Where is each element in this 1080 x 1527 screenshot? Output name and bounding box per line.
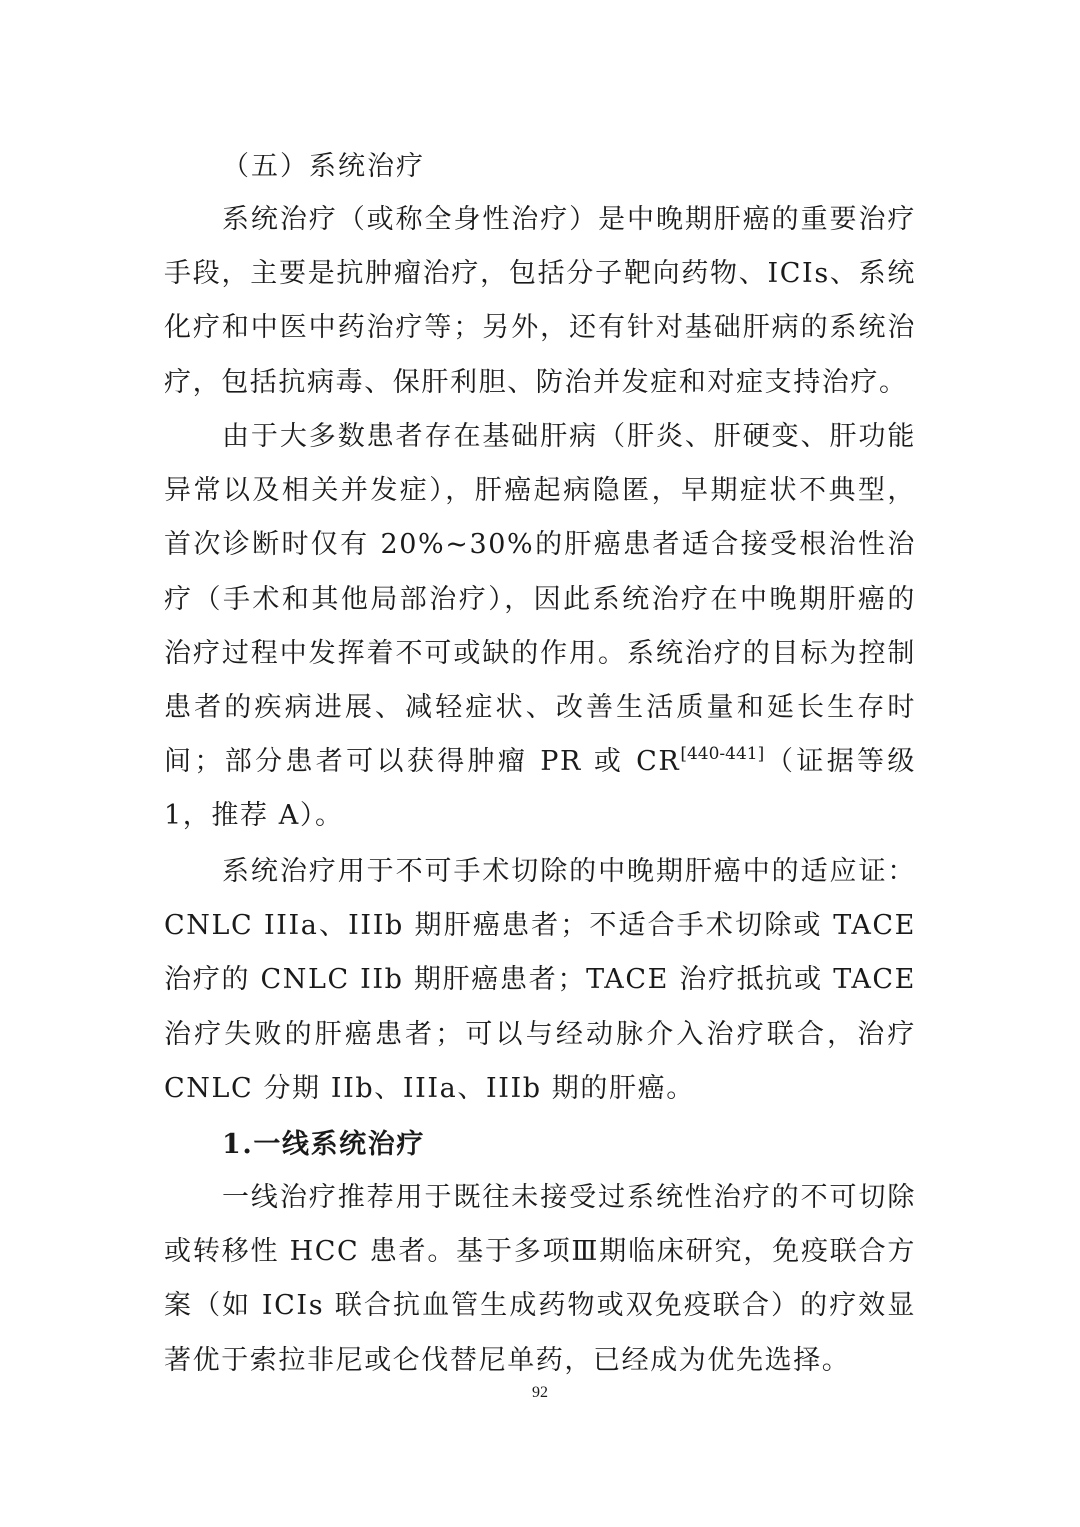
page-number: 92	[532, 1384, 548, 1401]
section-heading: （五）系统治疗	[222, 151, 425, 182]
paragraph-rationale	[164, 410, 916, 844]
citation-reference: [440-441]	[680, 744, 765, 765]
paragraph-indications: 系统治疗用于不可手术切除的中晚期肝癌中的适应证：CNLC IIIa、IIIb 期肝癌患者；不适合手术切除或 TACE 治疗的 CNLC IIb 期肝癌患者；TACE 治疗抵抗或 TACE 治疗失败的肝癌患者；可以与经动脉介入治疗联合，治疗 CNLC 分期 IIb、IIIa、IIIb 期的肝癌。	[164, 856, 916, 1104]
subsection-heading: 1.一线系统治疗	[222, 1129, 425, 1160]
paragraph-overview: 系统治疗（或称全身性治疗）是中晚期肝癌的重要治疗手段，主要是抗肿瘤治疗，包括分子靶向药物、ICIs、系统化疗和中医中药治疗等；另外，还有针对基础肝病的系统治疗，包括抗病毒、保肝利胆、防治并发症和对症支持治疗。	[164, 204, 916, 398]
paragraph-rationale-text: 由于大多数患者存在基础肝病（肝炎、肝硬变、肝功能异常以及相关并发症），肝癌起病隐匿，早期症状不典型，首次诊断时仅有 20%~30%的肝癌患者适合接受根治性治疗（手术和其他局部治疗），因此系统治疗在中晚期肝癌的治疗过程中发挥着不可或缺的作用。系统治疗的目标为控制患者的疾病进展、减轻症状、改善生活质量和延长生存时间；部分患者可以获得肿瘤 PR 或 CR	[164, 421, 916, 778]
paragraph-first-line: 一线治疗推荐用于既往未接受过系统性治疗的不可切除或转移性 HCC 患者。基于多项Ⅲ期临床研究，免疫联合方案（如 ICIs 联合抗血管生成药物或双免疫联合）的疗效显著优于索拉非尼或仑伐替尼单药，已经成为优先选择。	[164, 1182, 916, 1376]
evidence-level-note: （证据等级 1，推荐 A）。	[164, 746, 917, 832]
